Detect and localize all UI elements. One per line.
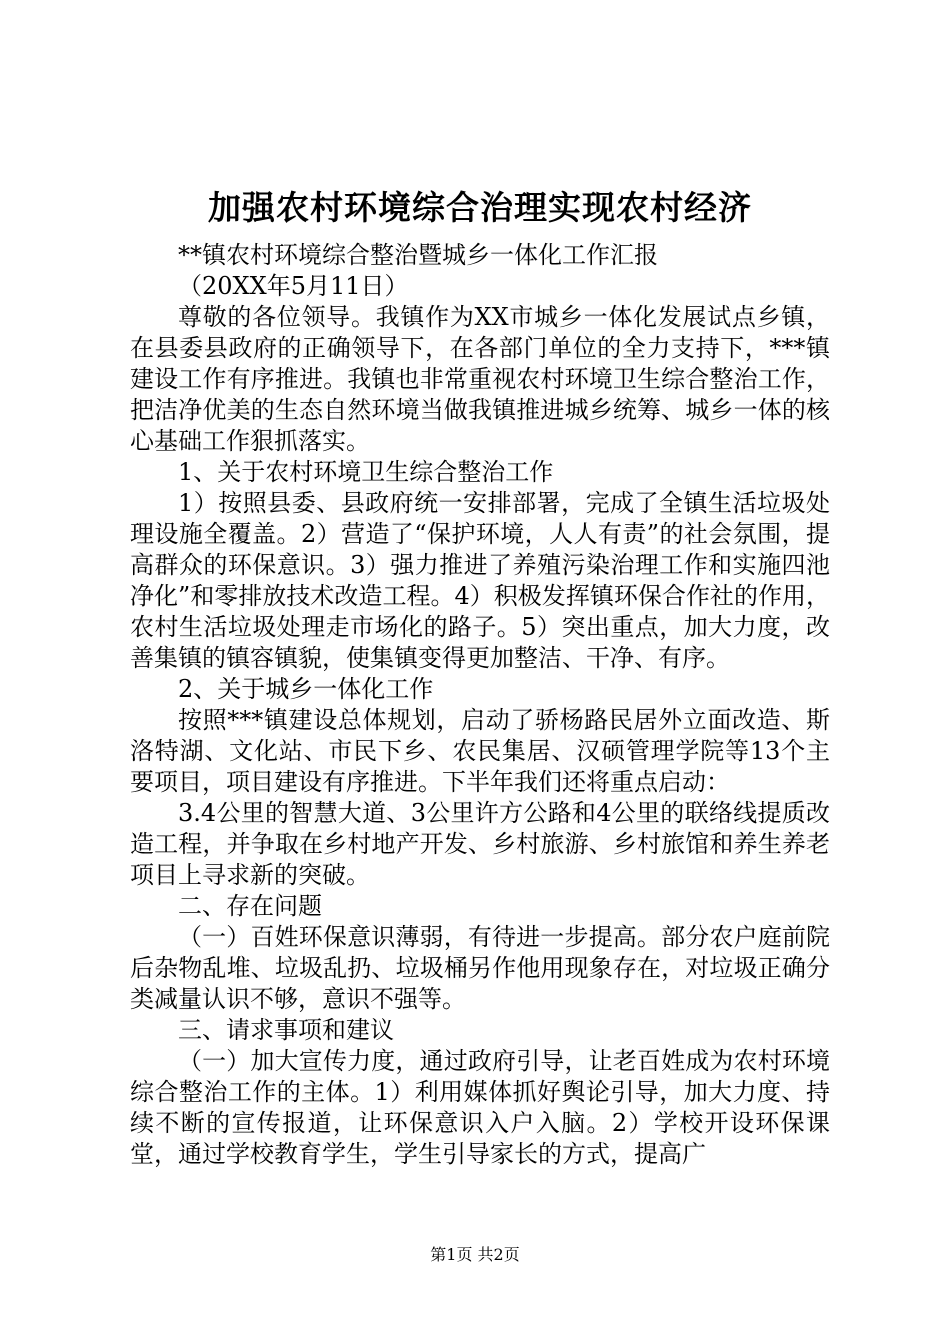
paragraph-environment-work: 1）按照县委、县政府统一安排部署，完成了全镇生活垃圾处理设施全覆盖。2）营造了“保护环境，人人有责”的社会氛围，提高群众的环保意识。3）强力推进了养殖污染治理工作和实施四池净化”和零排放技术改造工程。4）积极发挥镇环保合作社的作用，农村生活垃圾处理走市场化的路子。5）突出重点，加大力度，改善集镇的镇容镇貌，使集镇变得更加整洁、干净、有序。: [130, 489, 830, 672]
paragraph-greeting: 尊敬的各位领导。我镇作为XX市城乡一体化发展试点乡镇，在县委县政府的正确领导下，在各部门单位的全力支持下，***镇建设工作有序推进。我镇也非常重视农村环境卫生综合整治工作，把洁净优美的生态自然环境当做我镇推进城乡统筹、城乡一体的核心基础工作狠抓落实。: [130, 303, 830, 455]
paragraph-integration-work: 按照***镇建设总体规划，启动了骄杨路民居外立面改造、斯洛特湖、文化站、市民下乡、农民集居、汉硕管理学院等13个主要项目，项目建设有序推进。下半年我们还将重点启动：: [130, 706, 830, 796]
paragraph-upcoming-projects: 3.4公里的智慧大道、3公里许方公路和4公里的联络线提质改造工程，并争取在乡村地产开发、乡村旅游、乡村旅馆和养生养老项目上寻求新的突破。: [130, 799, 830, 889]
heading-section-1: 1、关于农村环境卫生综合整治工作: [178, 458, 554, 486]
document-date: （20XX年5月11日）: [178, 272, 409, 300]
document-title: 加强农村环境综合治理实现农村经济: [208, 188, 752, 227]
paragraph-request-1: （一）加大宣传力度，通过政府引导，让老百姓成为农村环境综合整治工作的主体。1）利用媒体抓好舆论引导，加大力度、持续不断的宣传报道，让环保意识入户入脑。2）学校开设环保课堂，通过学校教育学生，学生引导家长的方式，提高广: [130, 1047, 830, 1168]
heading-problems: 二、存在问题: [178, 892, 322, 920]
document-page: [130, 182, 830, 1170]
heading-requests: 三、请求事项和建议: [178, 1016, 394, 1044]
document-subtitle: **镇农村环境综合整治暨城乡一体化工作汇报: [178, 241, 658, 269]
heading-section-2: 2、关于城乡一体化工作: [178, 675, 434, 703]
page-number-footer: 第1页 共2页: [430, 1245, 520, 1264]
paragraph-problem-1: （一）百姓环保意识薄弱，有待进一步提高。部分农户庭前院后杂物乱堆、垃圾乱扔、垃圾桶另作他用现象存在，对垃圾正确分类减量认识不够，意识不强等。: [130, 923, 830, 1013]
